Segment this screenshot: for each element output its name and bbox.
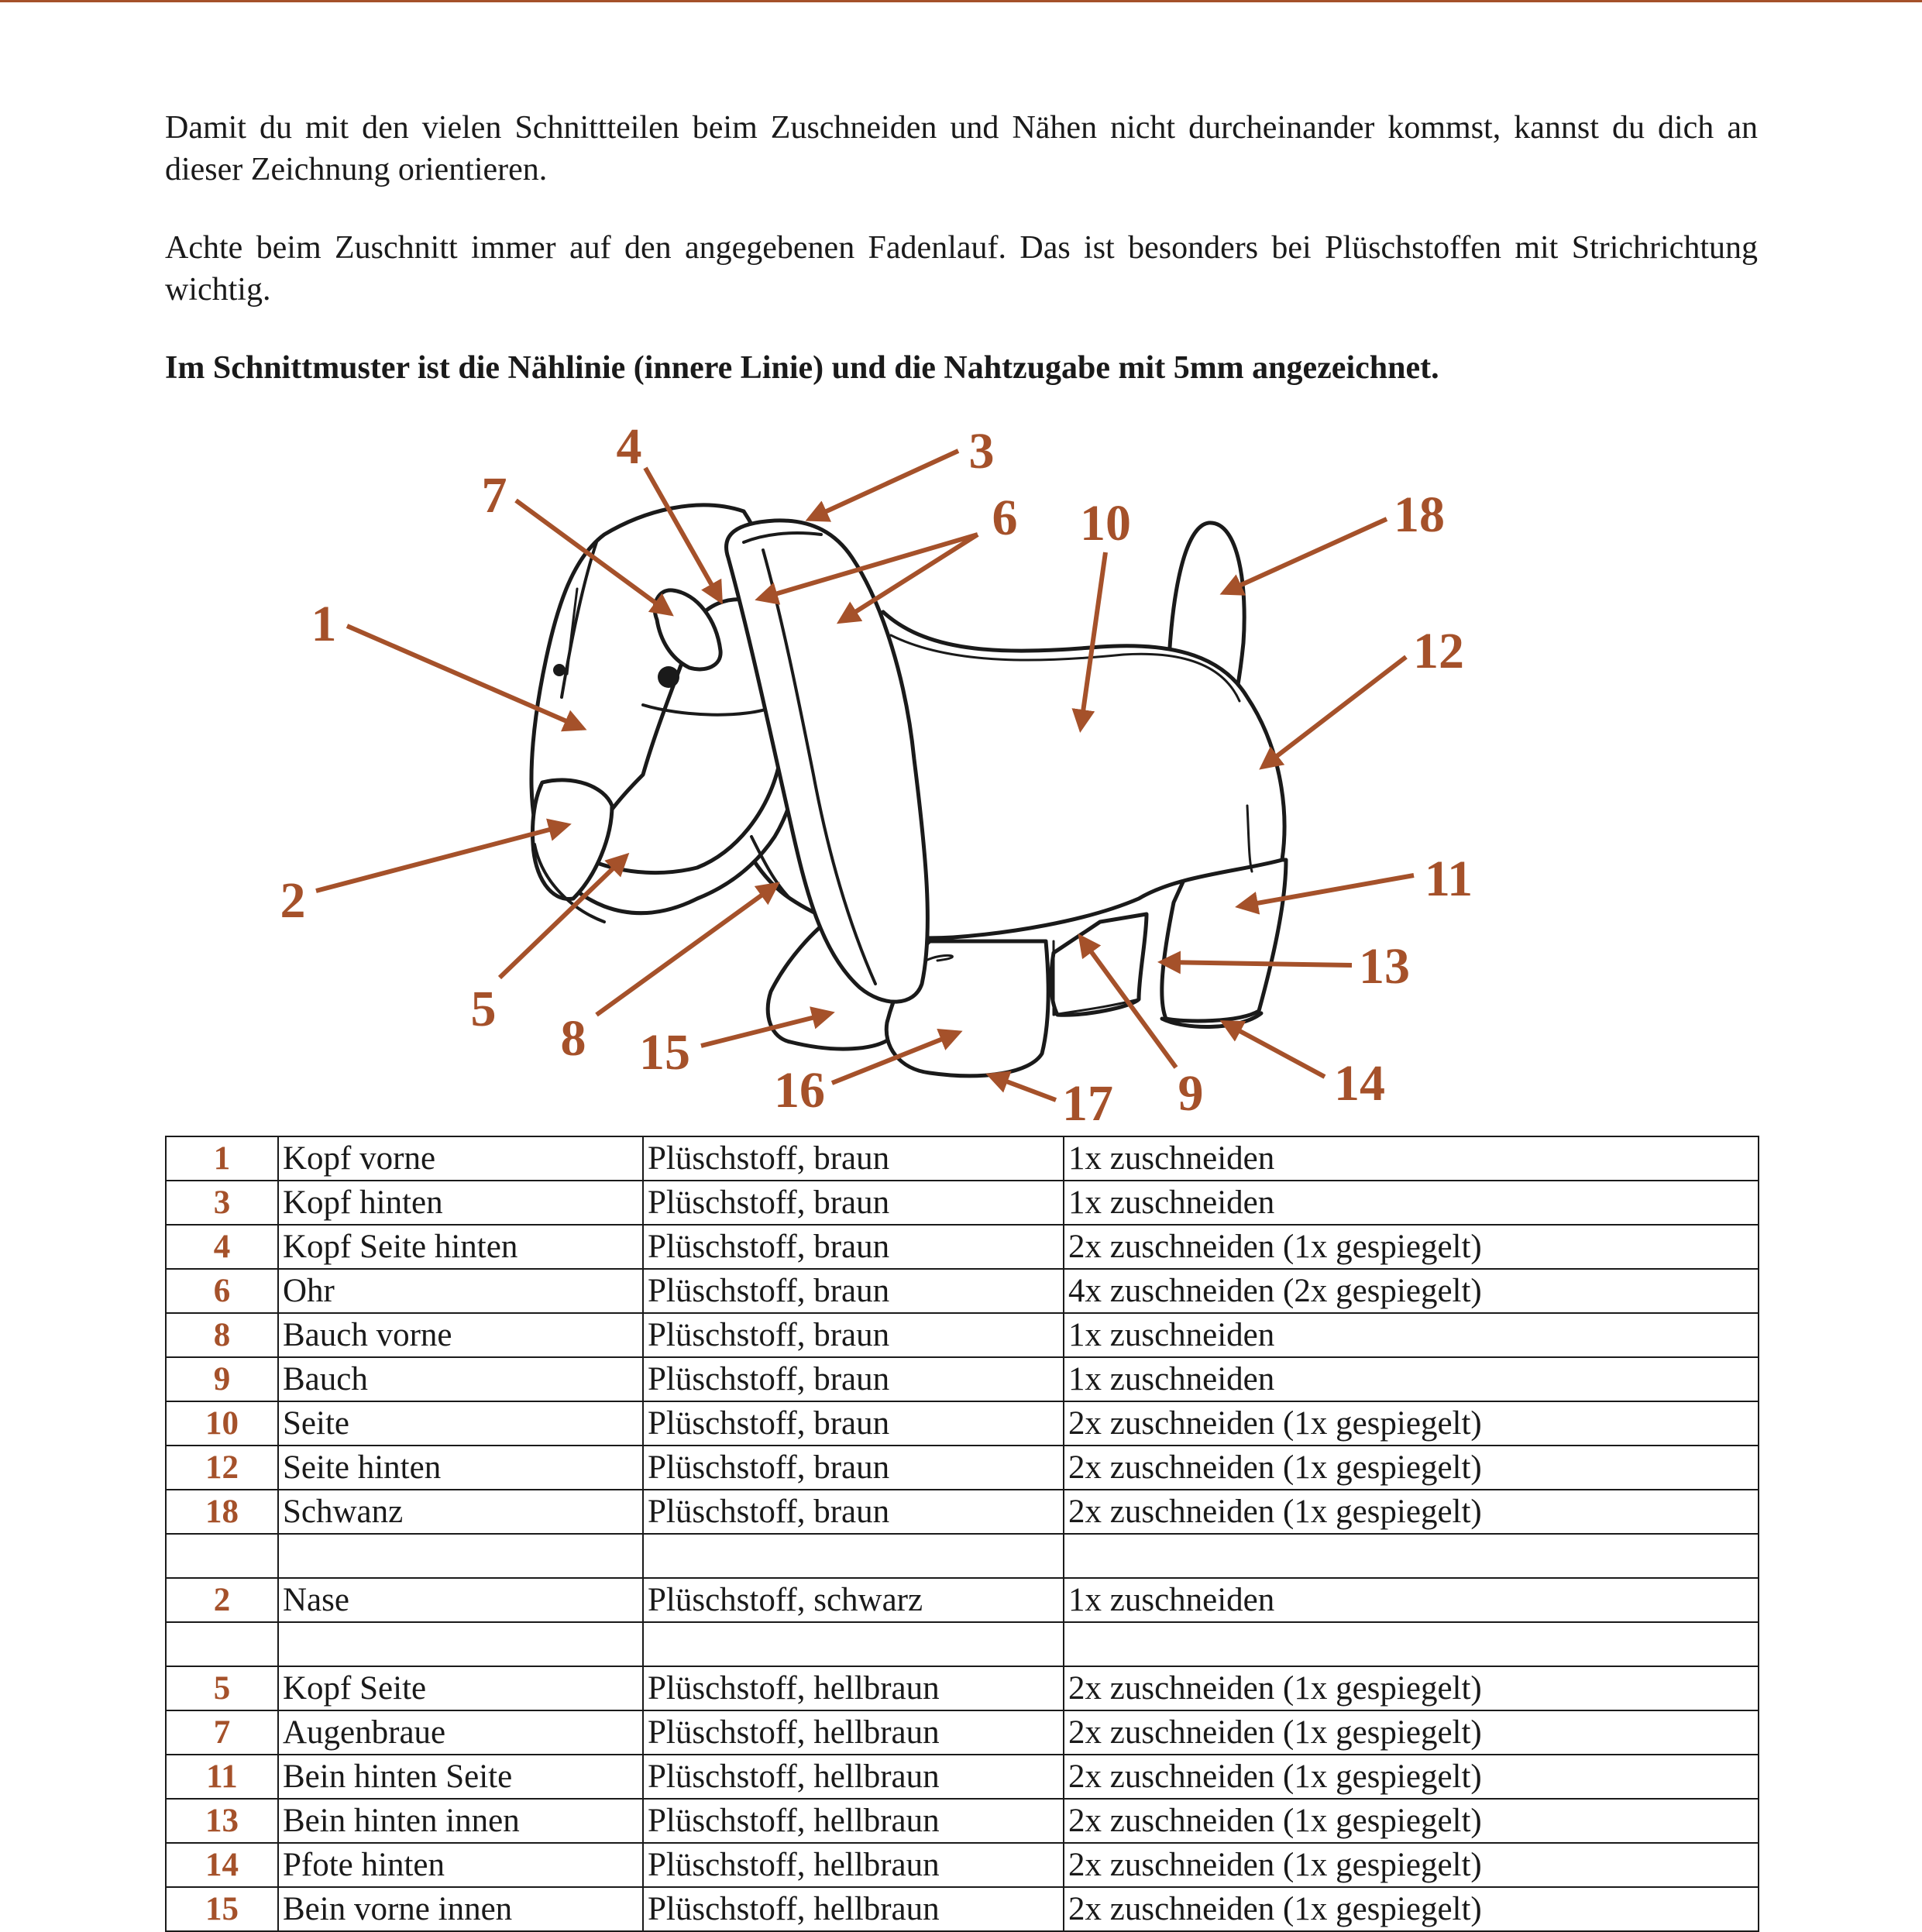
part-number: 4 xyxy=(166,1225,278,1269)
label-14: 14 xyxy=(1334,1055,1385,1112)
label-5: 5 xyxy=(470,981,497,1037)
part-cut-instruction: 1x zuschneiden xyxy=(1064,1181,1759,1225)
part-cut-instruction: 1x zuschneiden xyxy=(1064,1136,1759,1181)
table-row xyxy=(166,1401,1759,1446)
part-name: Seite hinten xyxy=(278,1446,643,1490)
label-13: 13 xyxy=(1359,938,1410,995)
part-material xyxy=(643,1622,1064,1666)
eye xyxy=(658,666,679,688)
table-row xyxy=(166,1710,1759,1755)
table-row xyxy=(166,1843,1759,1887)
part-cut-instruction: 4x zuschneiden (2x gespiegelt) xyxy=(1064,1269,1759,1313)
table-row xyxy=(166,1534,1759,1578)
label-4: 4 xyxy=(616,418,642,475)
seam-allowance-note: Im Schnittmuster ist die Nählinie (innere Linie) und die Nahtzugabe mit 5mm angezeichnet. xyxy=(165,350,1439,386)
label-17: 17 xyxy=(1062,1075,1113,1131)
part-number: 10 xyxy=(166,1401,278,1446)
part-material xyxy=(643,1534,1064,1578)
part-cut-instruction: 2x zuschneiden (1x gespiegelt) xyxy=(1064,1225,1759,1269)
part-material: Plüschstoff, hellbraun xyxy=(643,1887,1064,1931)
part-material: Plüschstoff, braun xyxy=(643,1357,1064,1401)
label-7: 7 xyxy=(481,467,507,524)
table-row xyxy=(166,1357,1759,1401)
part-number: 15 xyxy=(166,1887,278,1931)
part-number xyxy=(166,1622,278,1666)
part-cut-instruction: 2x zuschneiden (1x gespiegelt) xyxy=(1064,1401,1759,1446)
intro-paragraph: Damit du mit den vielen Schnittteilen beim Zuschneiden und Nähen nicht durcheinander kommst, kannst du dich an dieser Zeichnung orientieren. xyxy=(165,110,1758,187)
table-row xyxy=(166,1225,1759,1269)
table-row xyxy=(166,1446,1759,1490)
part-name: Kopf Seite xyxy=(278,1666,643,1710)
part-number: 14 xyxy=(166,1843,278,1887)
label-6: 6 xyxy=(992,490,1018,546)
table-row xyxy=(166,1887,1759,1931)
part-name: Ohr xyxy=(278,1269,643,1313)
label-2: 2 xyxy=(280,872,306,929)
part-name: Augenbraue xyxy=(278,1710,643,1755)
back-leg-shape xyxy=(1162,860,1286,1021)
part-cut-instruction: 2x zuschneiden (1x gespiegelt) xyxy=(1064,1799,1759,1843)
label-11: 11 xyxy=(1424,851,1473,907)
top-rule xyxy=(0,0,1922,2)
part-cut-instruction: 2x zuschneiden (1x gespiegelt) xyxy=(1064,1843,1759,1887)
part-material: Plüschstoff, hellbraun xyxy=(643,1843,1064,1887)
part-name: Kopf vorne xyxy=(278,1136,643,1181)
label-18: 18 xyxy=(1394,486,1445,543)
part-cut-instruction: 2x zuschneiden (1x gespiegelt) xyxy=(1064,1666,1759,1710)
label-9: 9 xyxy=(1178,1065,1204,1122)
part-cut-instruction: 1x zuschneiden xyxy=(1064,1313,1759,1357)
label-15: 15 xyxy=(639,1024,690,1081)
part-cut-instruction: 2x zuschneiden (1x gespiegelt) xyxy=(1064,1490,1759,1534)
part-name: Bauch vorne xyxy=(278,1313,643,1357)
part-name: Bauch xyxy=(278,1357,643,1401)
part-material: Plüschstoff, braun xyxy=(643,1313,1064,1357)
part-name: Nase xyxy=(278,1578,643,1622)
label-1: 1 xyxy=(311,596,337,652)
part-material: Plüschstoff, braun xyxy=(643,1490,1064,1534)
part-number: 2 xyxy=(166,1578,278,1622)
part-material: Plüschstoff, braun xyxy=(643,1136,1064,1181)
dog-drawing xyxy=(531,505,1286,1076)
part-cut-instruction: 2x zuschneiden (1x gespiegelt) xyxy=(1064,1710,1759,1755)
part-number: 7 xyxy=(166,1710,278,1755)
part-material: Plüschstoff, braun xyxy=(643,1446,1064,1490)
label-16: 16 xyxy=(774,1062,825,1119)
part-name xyxy=(278,1622,643,1666)
dog-pattern-diagram xyxy=(0,403,1922,1131)
part-number: 3 xyxy=(166,1181,278,1225)
parts-table xyxy=(165,1136,1759,1932)
part-material: Plüschstoff, braun xyxy=(643,1225,1064,1269)
part-name: Bein vorne innen xyxy=(278,1887,643,1931)
eye-far xyxy=(553,664,566,676)
table-row xyxy=(166,1313,1759,1357)
part-name xyxy=(278,1534,643,1578)
table-row xyxy=(166,1181,1759,1225)
part-material: Plüschstoff, braun xyxy=(643,1181,1064,1225)
part-number: 1 xyxy=(166,1136,278,1181)
part-cut-instruction: 2x zuschneiden (1x gespiegelt) xyxy=(1064,1446,1759,1490)
part-name: Seite xyxy=(278,1401,643,1446)
part-number: 5 xyxy=(166,1666,278,1710)
part-number xyxy=(166,1534,278,1578)
label-3: 3 xyxy=(968,423,995,480)
part-material: Plüschstoff, hellbraun xyxy=(643,1799,1064,1843)
part-material: Plüschstoff, hellbraun xyxy=(643,1666,1064,1710)
table-row xyxy=(166,1755,1759,1799)
part-number: 11 xyxy=(166,1755,278,1799)
part-name: Bein hinten innen xyxy=(278,1799,643,1843)
label-8: 8 xyxy=(560,1010,586,1067)
part-cut-instruction: 1x zuschneiden xyxy=(1064,1357,1759,1401)
part-name: Kopf hinten xyxy=(278,1181,643,1225)
part-number: 9 xyxy=(166,1357,278,1401)
part-material: Plüschstoff, hellbraun xyxy=(643,1755,1064,1799)
label-10: 10 xyxy=(1080,495,1131,552)
label-12: 12 xyxy=(1413,623,1464,679)
table-row xyxy=(166,1578,1759,1622)
table-row xyxy=(166,1799,1759,1843)
part-name: Bein hinten Seite xyxy=(278,1755,643,1799)
part-name: Kopf Seite hinten xyxy=(278,1225,643,1269)
part-cut-instruction xyxy=(1064,1622,1759,1666)
part-cut-instruction: 1x zuschneiden xyxy=(1064,1578,1759,1622)
part-cut-instruction: 2x zuschneiden (1x gespiegelt) xyxy=(1064,1755,1759,1799)
part-name: Pfote hinten xyxy=(278,1843,643,1887)
part-material: Plüschstoff, schwarz xyxy=(643,1578,1064,1622)
parts-table-body xyxy=(166,1136,1759,1931)
part-cut-instruction: 2x zuschneiden (1x gespiegelt) xyxy=(1064,1887,1759,1931)
part-material: Plüschstoff, braun xyxy=(643,1269,1064,1313)
part-cut-instruction xyxy=(1064,1534,1759,1578)
part-number: 6 xyxy=(166,1269,278,1313)
part-number: 12 xyxy=(166,1446,278,1490)
part-number: 13 xyxy=(166,1799,278,1843)
part-material: Plüschstoff, braun xyxy=(643,1401,1064,1446)
part-name: Schwanz xyxy=(278,1490,643,1534)
table-row xyxy=(166,1490,1759,1534)
table-row xyxy=(166,1136,1759,1181)
part-material: Plüschstoff, hellbraun xyxy=(643,1710,1064,1755)
table-row xyxy=(166,1622,1759,1666)
table-row xyxy=(166,1666,1759,1710)
part-number: 8 xyxy=(166,1313,278,1357)
table-row xyxy=(166,1269,1759,1313)
grain-direction-paragraph: Achte beim Zuschnitt immer auf den angegebenen Fadenlauf. Das ist besonders bei Plüschstoffen mit Strichrichtung wichtig. xyxy=(165,230,1758,308)
part-number: 18 xyxy=(166,1490,278,1534)
